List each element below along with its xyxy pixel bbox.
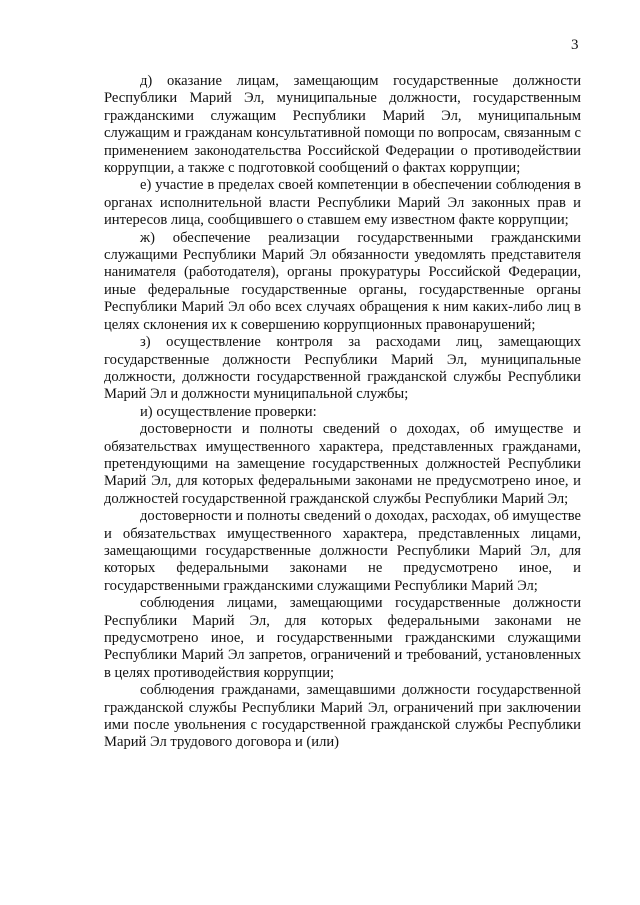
paragraph-i-reliability-candidates: достоверности и полноты сведений о доходах, об имуществе и обязательствах имущественного характера, представленных гражданами, претендующими на замещение государственных должностей Республики Марий Эл, для которых федеральными законами не предусмотрено иное, и должностей государственной гражданской службы Республики Марий Эл;	[104, 421, 581, 507]
paragraph-i-reliability-officials: достоверности и полноты сведений о доходах, расходах, об имуществе и обязательствах имущественного характера, представленных лицами, замещающими государственные должности Республики Марий Эл, для которых федеральными законами не предусмотрено иное, и государственными гражданскими служащими Республики Марий Эл;	[104, 508, 581, 594]
document-body	[104, 73, 581, 752]
paragraph-z: з) осуществление контроля за расходами лиц, замещающих государственные должности Республики Марий Эл, муниципальные должности, должности государственной гражданской службы Республики Марий Эл и должности муниципальной службы;	[104, 334, 581, 403]
paragraph-e: е) участие в пределах своей компетенции в обеспечении соблюдения в органах исполнительной власти Республики Марий Эл законных прав и интересов лица, сообщившего о ставшем ему известном факте коррупции;	[104, 177, 581, 229]
paragraph-i-compliance-former: соблюдения гражданами, замещавшими должности государственной гражданской службы Республики Марий Эл, ограничений при заключении ими после увольнения с государственной гражданской службы Республики Марий Эл трудового договора и (или)	[104, 682, 581, 751]
paragraph-zh: ж) обеспечение реализации государственными гражданскими служащими Республики Марий Эл обязанности уведомлять представителя нанимателя (работодателя), органы прокуратуры Российской Федерации, иные федеральные государственные органы, государственные органы Республики Марий Эл обо всех случаях обращения к ним каких-либо лиц в целях склонения их к совершению коррупционных правонарушений;	[104, 229, 581, 333]
page-number: 3	[571, 37, 579, 53]
paragraph-i-compliance-officials: соблюдения лицами, замещающими государственные должности Республики Марий Эл, для которых федеральными законами не предусмотрено иное, и государственными гражданскими служащими Республики Марий Эл запретов, ограничений и требований, установленных в целях противодействия коррупции;	[104, 595, 581, 681]
paragraph-d: д) оказание лицам, замещающим государственные должности Республики Марий Эл, муниципальные должности, государственным гражданскими служащим Республики Марий Эл, муниципальным служащим и гражданам консультативной помощи по вопросам, связанным с применением законодательства Российской Федерации о противодействии коррупции, а также с подготовкой сообщений о фактах коррупции;	[104, 73, 581, 177]
paragraph-i: и) осуществление проверки:	[140, 403, 317, 420]
